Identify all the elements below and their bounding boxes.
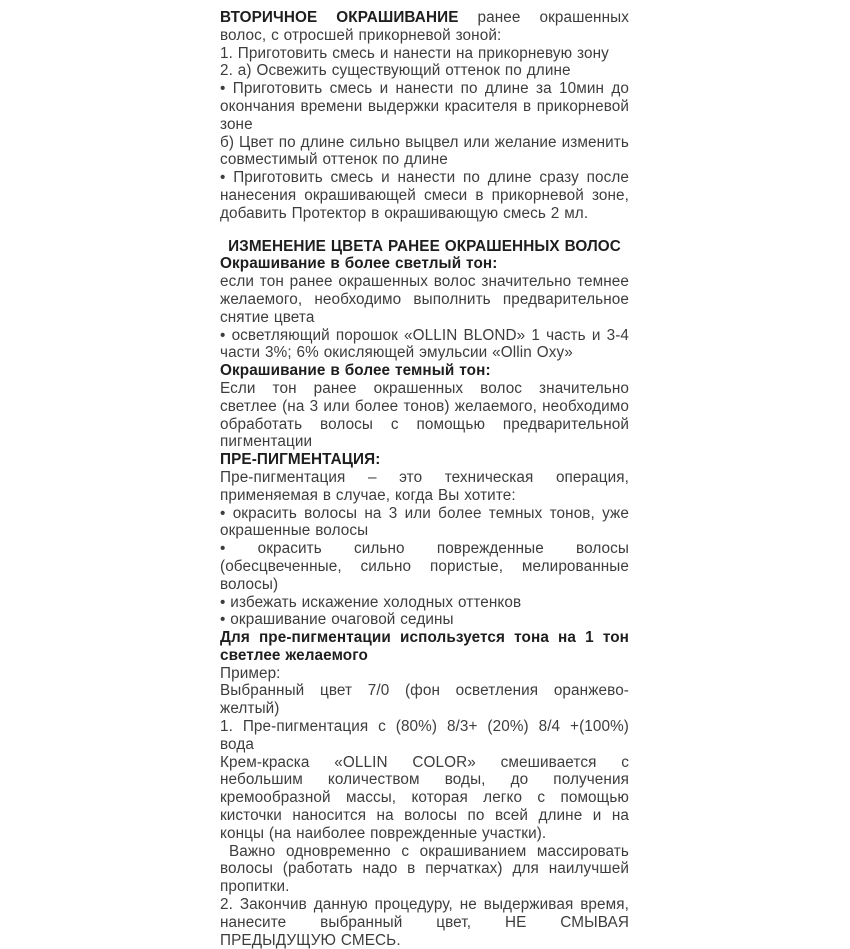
secondary-coloring-title-paragraph [220, 9, 629, 45]
bullet-focal-gray-paragraph [220, 611, 629, 629]
text-run: • окрасить волосы на 3 или более темных тонов, уже окрашенные волосы [220, 504, 629, 540]
step-1-paragraph [220, 45, 629, 63]
text-run: • осветляющий порошок «OLLIN BLOND» 1 часть и 3-4 части 3%; 6% окисляющей эмульсии «Ollin Oxy» [220, 326, 629, 362]
text-run: Выбранный цвет 7/0 (фон осветления оранжево-желтый) [220, 682, 629, 718]
text-run: Пример: [220, 664, 281, 682]
pre-pigmentation-heading [220, 451, 629, 469]
text-run: 2. Закончив данную процедуру, не выдерживая время, нанесите выбранный цвет, НЕ СМЫВАЯ ПРЕДЫДУЩУЮ СМЕСЬ. [220, 896, 629, 949]
text-run: Важно одновременно с окрашиванием массировать волосы (работать надо в перчатках) для наилучшей пропитки. [220, 842, 629, 896]
text-run: б) Цвет по длине сильно выцвел или желание изменить совместимый оттенок по длине [220, 133, 629, 169]
text-run: если тон ранее окрашенных волос значительно темнее желаемого, необходимо выполнить предварительное снятие цвета [220, 273, 629, 326]
bold-text-run: Окрашивание в более темный тон: [220, 362, 491, 380]
bullet-cold-shades-paragraph [220, 594, 629, 612]
text-run: • окрасить сильно поврежденные волосы (обесцвеченные, сильно пористые, мелированные волосы) [220, 540, 629, 593]
darker-tone-subheading [220, 362, 629, 380]
text-run: ранее окрашенных волос, с отросшей прикорневой зоной: [220, 9, 629, 44]
massage-note-paragraph [220, 843, 629, 896]
step-2a-paragraph [220, 62, 629, 80]
text-run: • Приготовить смесь и нанести по длине сразу после нанесения окрашивающей смеси в прикорневой зоне, добавить Протектор в окрашивающую смесь 2 мл. [220, 169, 629, 222]
text-run: 1. Пре-пигментация с (80%) 8/3+ (20%) 8/4 +(100%) вода [220, 718, 629, 753]
bullet-apply-10min-paragraph [220, 80, 629, 133]
final-step-paragraph [220, 896, 629, 949]
text-run: Пре-пигментация – это техническая операция, применяемая в случае, когда Вы хотите: [220, 468, 629, 504]
bold-text-run: ПРЕ-ПИГМЕНТАЦИЯ: [220, 451, 381, 469]
text-run: 1. Приготовить смесь и нанести на прикорневую зону [220, 44, 609, 62]
step-2b-paragraph [220, 134, 629, 170]
bullet-apply-protector-paragraph [220, 169, 629, 222]
text-column [220, 9, 629, 949]
lighter-tone-subheading [220, 255, 629, 273]
chosen-color-paragraph [220, 682, 629, 718]
text-run: • окрашивание очаговой седины [220, 611, 454, 629]
text-run: Крем-краска «OLLIN COLOR» смешивается с небольшим количеством воды, до получения кремообразной массы, которая легко с помощью кисточки наносится на волосы по всей длине и на концы (на наиболее поврежденные участки). [220, 753, 629, 842]
bold-text-run: Для пре-пигментации используется тона на 1 тон светлее желаемого [220, 629, 629, 664]
bold-text-run: ИЗМЕНЕНИЕ ЦВЕТА РАНЕЕ ОКРАШЕННЫХ ВОЛОС [228, 237, 621, 255]
bold-text-run: Окрашивание в более светлый тон: [220, 255, 498, 273]
one-tone-lighter-rule-paragraph [220, 629, 629, 665]
darker-tone-body-paragraph [220, 380, 629, 451]
bullet-damaged-hair-paragraph [220, 540, 629, 593]
color-change-section-heading [220, 238, 629, 256]
formula-paragraph [220, 718, 629, 754]
lighter-tone-body-paragraph [220, 273, 629, 326]
bold-text-run: ВТОРИЧНОЕ ОКРАШИВАНИЕ [220, 9, 459, 26]
text-run: • избежать искажение холодных оттенков [220, 593, 522, 611]
bullet-ollin-blond-paragraph [220, 327, 629, 363]
text-run: • Приготовить смесь и нанести по длине за 10мин до окончания времени выдержки красителя в прикорневой зоне [220, 80, 629, 133]
example-label-paragraph [220, 665, 629, 683]
text-run: 2. а) Освежить существующий оттенок по длине [220, 62, 571, 80]
bullet-darker-tones-paragraph [220, 505, 629, 541]
cream-color-mixing-paragraph [220, 754, 629, 843]
text-run: Если тон ранее окрашенных волос значительно светлее (на 3 или более тонов) желаемого, необходимо обработать волосы с помощью предварительной пигментации [220, 379, 629, 451]
pre-pigmentation-intro-paragraph [220, 469, 629, 505]
